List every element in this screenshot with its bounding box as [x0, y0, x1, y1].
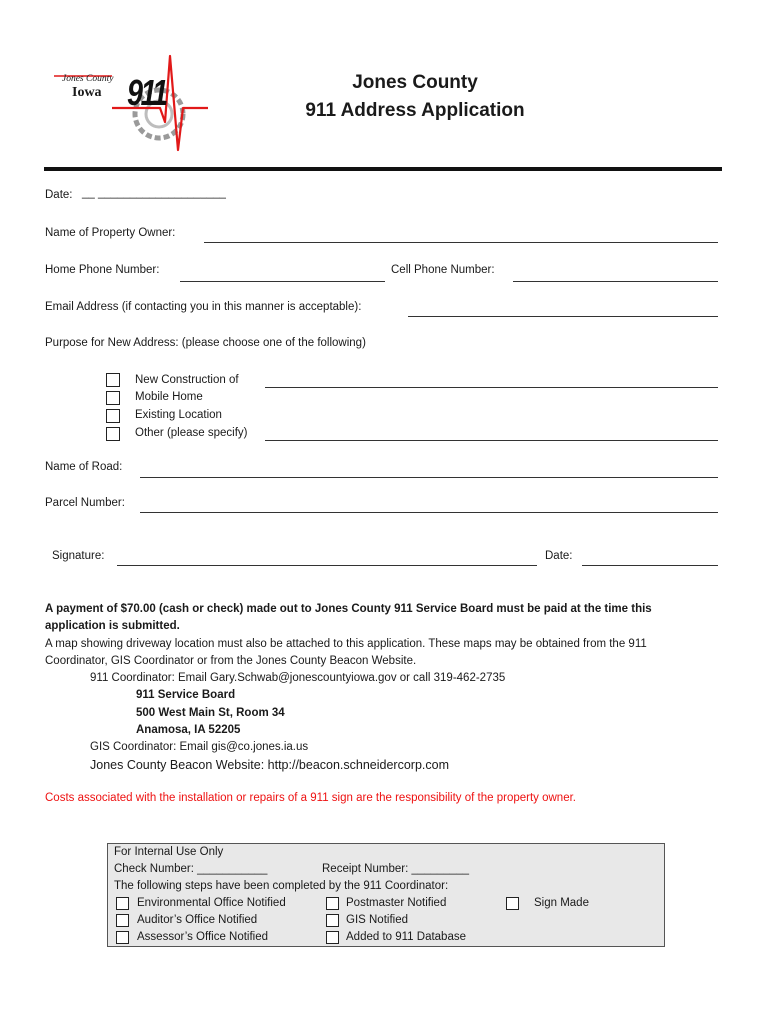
auditor-office-checkbox[interactable] [116, 914, 129, 927]
logo-county-text: Jones County [62, 74, 114, 84]
added-to-database-label: Added to 911 Database [346, 931, 466, 943]
other-checkbox[interactable] [106, 427, 120, 441]
board-name: 911 Service Board [136, 689, 236, 701]
map-notice-line2: Coordinator, GIS Coordinator or from the Jones County Beacon Website. [45, 655, 417, 667]
cell-phone-field[interactable] [513, 281, 718, 282]
mobile-home-checkbox[interactable] [106, 391, 120, 405]
auditor-office-label: Auditor’s Office Notified [137, 914, 258, 926]
date-label: Date: [45, 189, 73, 201]
assessor-office-checkbox[interactable] [116, 931, 129, 944]
logo-911-text: 911 [127, 72, 166, 113]
home-phone-label: Home Phone Number: [45, 264, 160, 276]
owner-field[interactable] [204, 242, 718, 243]
new-construction-field[interactable] [265, 387, 718, 388]
owner-label: Name of Property Owner: [45, 227, 176, 239]
environmental-office-label: Environmental Office Notified [137, 897, 286, 909]
option-other: Other (please specify) [135, 427, 248, 439]
coordinator-contact: 911 Coordinator: Email Gary.Schwab@jonescountyiowa.gov or call 319-462-2735 [90, 672, 506, 684]
purpose-label: Purpose for New Address: (please choose one of the following) [45, 337, 366, 349]
payment-notice-line2: application is submitted. [45, 620, 180, 632]
signature-label: Signature: [52, 550, 105, 562]
road-field[interactable] [140, 477, 718, 478]
internal-use-box [107, 843, 665, 947]
gis-notified-checkbox[interactable] [326, 914, 339, 927]
signature-date-field[interactable] [582, 565, 718, 566]
option-existing-location: Existing Location [135, 409, 222, 421]
header-divider [44, 167, 722, 171]
gis-contact: GIS Coordinator: Email gis@co.jones.ia.us [90, 741, 309, 753]
signature-date-label: Date: [545, 550, 573, 562]
sign-made-checkbox[interactable] [506, 897, 519, 910]
gis-notified-label: GIS Notified [346, 914, 408, 926]
signature-field[interactable] [117, 565, 537, 566]
board-street: 500 West Main St, Room 34 [136, 707, 285, 719]
postmaster-label: Postmaster Notified [346, 897, 447, 909]
internal-steps-text: The following steps have been completed by the 911 Coordinator: [114, 880, 449, 892]
home-phone-field[interactable] [180, 281, 385, 282]
new-construction-checkbox[interactable] [106, 373, 120, 387]
jones-county-911-logo [52, 52, 212, 156]
page-title-line2: 911 Address Application [305, 100, 525, 121]
option-new-construction: New Construction of [135, 374, 239, 386]
cell-phone-label: Cell Phone Number: [391, 264, 495, 276]
option-mobile-home: Mobile Home [135, 391, 203, 403]
email-field[interactable] [408, 316, 718, 317]
date-field[interactable]: __ ____________________ [82, 187, 226, 199]
check-number-field[interactable]: Check Number: ___________ [114, 863, 268, 875]
assessor-office-label: Assessor’s Office Notified [137, 931, 269, 943]
email-label: Email Address (if contacting you in this manner is acceptable): [45, 301, 362, 313]
page-title-line1: Jones County [352, 72, 478, 93]
receipt-number-field[interactable]: Receipt Number: _________ [322, 863, 470, 875]
board-city: Anamosa, IA 52205 [136, 724, 241, 736]
sign-made-label: Sign Made [534, 897, 589, 909]
other-specify-field[interactable] [265, 440, 718, 441]
beacon-website: Jones County Beacon Website: http://beacon.schneidercorp.com [90, 758, 450, 772]
costs-notice: Costs associated with the installation or repairs of a 911 sign are the responsibility of the property owner. [45, 792, 576, 804]
road-label: Name of Road: [45, 461, 123, 473]
postmaster-checkbox[interactable] [326, 897, 339, 910]
environmental-office-checkbox[interactable] [116, 897, 129, 910]
existing-location-checkbox[interactable] [106, 409, 120, 423]
parcel-label: Parcel Number: [45, 497, 125, 509]
map-notice-line1: A map showing driveway location must also be attached to this application. These maps may be obtained from the 911 [45, 638, 647, 650]
payment-notice-line1: A payment of $70.00 (cash or check) made out to Jones County 911 Service Board must be paid at the time this [45, 603, 652, 615]
internal-heading: For Internal Use Only [114, 846, 224, 858]
parcel-field[interactable] [140, 512, 718, 513]
added-to-database-checkbox[interactable] [326, 931, 339, 944]
logo-state-text: Iowa [72, 85, 102, 100]
